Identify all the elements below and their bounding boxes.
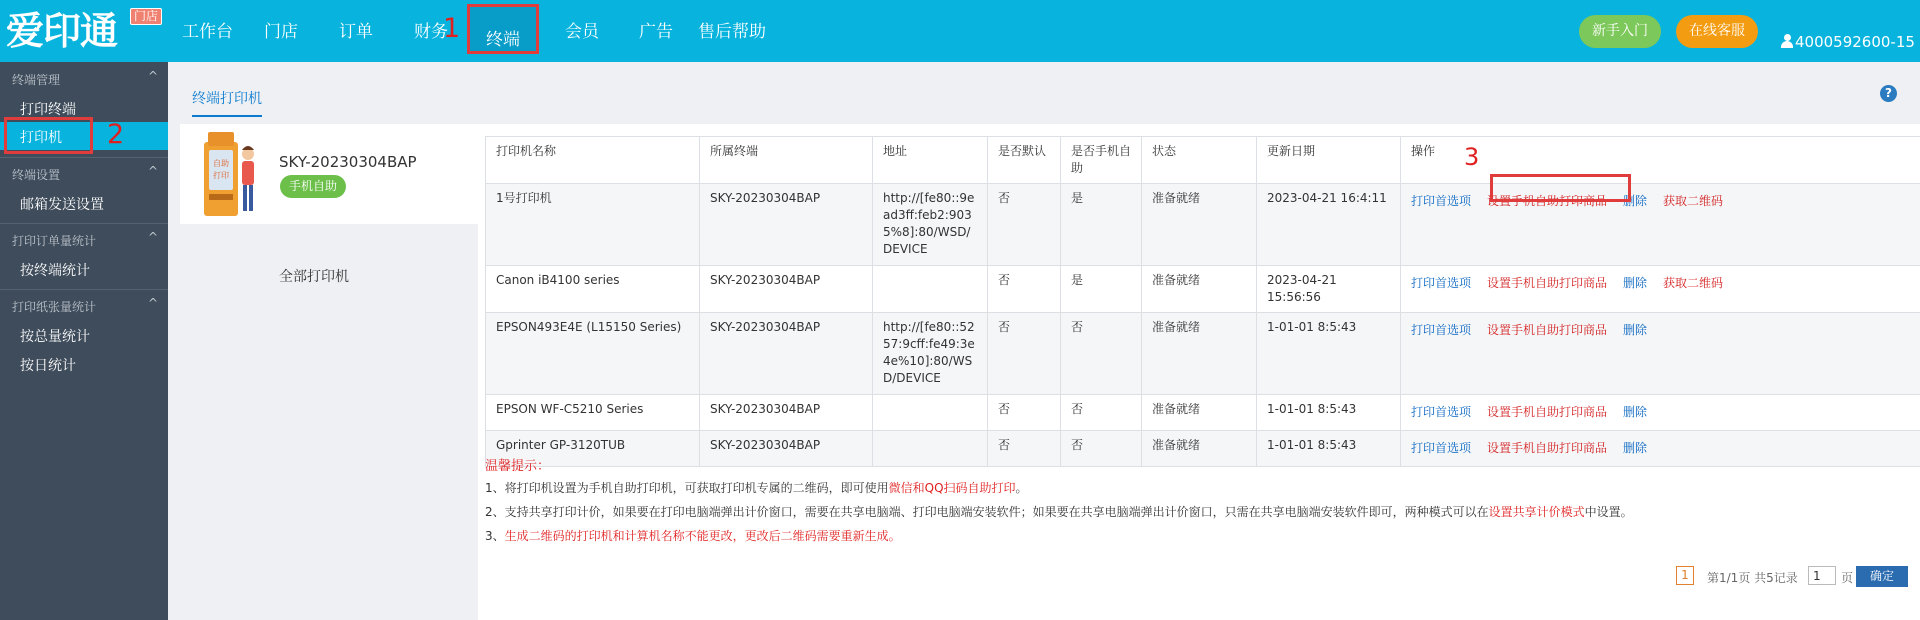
sidebar-group-paper-stats[interactable]: 打印纸张量统计 <box>12 300 97 314</box>
print-preferences-link[interactable]: 打印首选项 <box>1411 276 1472 290</box>
printer-status: 准备就绪 <box>1142 184 1257 266</box>
printer-default: 否 <box>988 395 1061 431</box>
nav-help[interactable]: 售后帮助 <box>698 22 766 42</box>
tips-title: 温馨提示： <box>485 459 551 474</box>
tip-1-highlight: 微信和QQ扫码自助打印 <box>888 481 1016 495</box>
annotation-step-3: 3 <box>1464 143 1480 171</box>
set-mobile-products-link[interactable]: 设置手机自助打印商品 <box>1487 323 1608 337</box>
printer-address: http://[fe80::9ead3ff:feb2:9035%8]:80/WSD/DEVICE <box>873 184 988 266</box>
table-row <box>486 395 1920 431</box>
user-icon <box>1781 34 1793 48</box>
sidebar-item-print-terminal[interactable]: 打印终端 <box>20 102 76 118</box>
print-preferences-link[interactable]: 打印首选项 <box>1411 441 1472 455</box>
printer-updated: 1-01-01 8:5:43 <box>1257 313 1401 395</box>
tip-1-text: 1、将打印机设置为手机自助打印机，可获取打印机专属的二维码，即可使用 <box>485 481 889 495</box>
all-printers-link[interactable]: 全部打印机 <box>279 269 349 285</box>
set-mobile-products-link[interactable]: 设置手机自助打印商品 <box>1487 441 1608 455</box>
terminal-name: SKY-20230304BAP <box>279 153 417 171</box>
logo[interactable]: 爱印通 <box>6 9 118 53</box>
table-row <box>486 313 1920 395</box>
printer-address <box>873 395 988 431</box>
print-preferences-link[interactable]: 打印首选项 <box>1411 194 1472 208</box>
printer-name: EPSON WF-C5210 Series <box>486 395 700 431</box>
kiosk-label-2: 打印 <box>213 171 229 180</box>
chevron-up-icon[interactable]: ^ <box>148 69 159 83</box>
get-qrcode-link[interactable]: 获取二维码 <box>1663 194 1724 208</box>
nav-workbench[interactable]: 工作台 <box>182 22 233 42</box>
printer-updated: 1-01-01 8:5:43 <box>1257 431 1401 467</box>
help-icon[interactable]: ? <box>1880 85 1897 102</box>
printer-actions <box>1401 431 1920 467</box>
sidebar-item-stats-by-terminal[interactable]: 按终端统计 <box>20 263 90 279</box>
tip-1-end: 。 <box>1015 481 1028 495</box>
annotation-box-set-mobile-products <box>1490 174 1631 202</box>
printer-default: 否 <box>988 184 1061 266</box>
printer-actions <box>1401 395 1920 431</box>
tip-3-num: 3、 <box>485 529 505 543</box>
col-status: 状态 <box>1142 137 1257 184</box>
printer-mobile: 是 <box>1061 266 1142 313</box>
printer-status: 准备就绪 <box>1142 266 1257 313</box>
nav-ads[interactable]: 广告 <box>639 22 673 42</box>
printer-name: EPSON493E4E (L15150 Series) <box>486 313 700 395</box>
tip-1 <box>485 479 1028 496</box>
printer-name: 1号打印机 <box>486 184 700 266</box>
nav-finance[interactable]: 财务 <box>414 22 448 42</box>
printer-default: 否 <box>988 431 1061 467</box>
tip-2-end: 中设置。 <box>1584 505 1633 519</box>
printer-mobile: 否 <box>1061 431 1142 467</box>
printer-default: 否 <box>988 313 1061 395</box>
shared-pricing-mode-link[interactable]: 设置共享计价模式 <box>1488 505 1585 519</box>
table-header-row <box>486 137 1920 184</box>
store-badge: 门店 <box>130 8 162 25</box>
pager-unit: 页 <box>1841 571 1854 585</box>
printer-table <box>485 136 1920 467</box>
printer-actions <box>1401 313 1920 395</box>
pager-current-page[interactable]: 1 <box>1676 566 1694 585</box>
sidebar <box>0 62 168 620</box>
pager-page-input[interactable] <box>1808 566 1836 585</box>
newbie-guide-button[interactable]: 新手入门 <box>1579 15 1661 48</box>
get-qrcode-link[interactable]: 获取二维码 <box>1663 276 1724 290</box>
divider <box>0 223 168 224</box>
printer-terminal: SKY-20230304BAP <box>700 431 873 467</box>
divider <box>0 289 168 290</box>
set-mobile-products-link[interactable]: 设置手机自助打印商品 <box>1487 405 1608 419</box>
print-preferences-link[interactable]: 打印首选项 <box>1411 405 1472 419</box>
col-printer-name: 打印机名称 <box>486 137 700 184</box>
printer-terminal: SKY-20230304BAP <box>700 266 873 313</box>
printer-mobile: 否 <box>1061 395 1142 431</box>
table-row <box>486 184 1920 266</box>
delete-link[interactable]: 删除 <box>1623 276 1648 290</box>
sidebar-item-email-settings[interactable]: 邮箱发送设置 <box>20 197 104 213</box>
printer-terminal: SKY-20230304BAP <box>700 395 873 431</box>
printer-status: 准备就绪 <box>1142 395 1257 431</box>
divider <box>0 157 168 158</box>
tab-terminal-printers[interactable]: 终端打印机 <box>192 88 262 117</box>
print-preferences-link[interactable]: 打印首选项 <box>1411 323 1472 337</box>
printer-updated: 2023-04-21 16:4:11 <box>1257 184 1401 266</box>
sidebar-item-printer-label: 打印机 <box>20 130 62 146</box>
col-mobile-self: 是否手机自助 <box>1061 137 1142 184</box>
tip-3-text: 生成二维码的打印机和计算机名称不能更改，更改后二维码需要重新生成。 <box>504 529 901 543</box>
col-default: 是否默认 <box>988 137 1061 184</box>
tip-3 <box>485 527 901 544</box>
col-address: 地址 <box>873 137 988 184</box>
pager-confirm-button[interactable]: 确定 <box>1856 566 1908 587</box>
online-service-button[interactable]: 在线客服 <box>1676 15 1758 48</box>
printer-status: 准备就绪 <box>1142 313 1257 395</box>
printer-default: 否 <box>988 266 1061 313</box>
tip-2 <box>485 503 1633 520</box>
printer-name: Gprinter GP-3120TUB <box>486 431 700 467</box>
printer-terminal: SKY-20230304BAP <box>700 184 873 266</box>
delete-link[interactable]: 删除 <box>1623 441 1648 455</box>
nav-terminal[interactable] <box>467 4 539 54</box>
printer-name: Canon iB4100 series <box>486 266 700 313</box>
delete-link[interactable]: 删除 <box>1623 405 1648 419</box>
annotation-box-printer <box>4 117 93 154</box>
printer-address: http://[fe80::5257:9cff:fe49:3e4e%10]:80/WSD/DEVICE <box>873 313 988 395</box>
printer-address <box>873 431 988 467</box>
printer-updated: 2023-04-21 15:56:56 <box>1257 266 1401 313</box>
printer-address <box>873 266 988 313</box>
set-mobile-products-link[interactable]: 设置手机自助打印商品 <box>1487 194 1608 208</box>
set-mobile-products-link[interactable]: 设置手机自助打印商品 <box>1487 276 1608 290</box>
printer-status: 准备就绪 <box>1142 431 1257 467</box>
printer-actions <box>1401 184 1920 266</box>
annotation-step-2: 2 <box>107 119 125 150</box>
col-terminal: 所属终端 <box>700 137 873 184</box>
top-navbar <box>0 0 1920 62</box>
printer-terminal: SKY-20230304BAP <box>700 313 873 395</box>
col-actions: 操作 <box>1401 137 1920 184</box>
sidebar-group-terminal-settings[interactable]: 终端设置 <box>12 168 61 182</box>
nav-members[interactable]: 会员 <box>565 22 599 42</box>
sidebar-item-stats-daily[interactable]: 按日统计 <box>20 358 76 374</box>
nav-terminal-label: 终端 <box>486 30 520 50</box>
user-account[interactable] <box>1781 33 1915 51</box>
kiosk-icon <box>200 128 260 220</box>
printer-actions <box>1401 266 1920 313</box>
chevron-up-icon[interactable]: ^ <box>148 296 159 310</box>
tip-2-text: 2、支持共享打印计价，如果要在打印电脑端弹出计价窗口，需要在共享电脑端、打印电脑端安装软件；如果要在共享电脑端弹出计价窗口，只需在共享电脑端安装软件即可，两种模式可以在 <box>485 505 1489 519</box>
printer-mobile: 否 <box>1061 313 1142 395</box>
sidebar-item-stats-total[interactable]: 按总量统计 <box>20 329 90 345</box>
mobile-self-service-badge: 手机自助 <box>280 175 346 198</box>
pager-info: 第1/1页 共5记录 <box>1707 571 1798 585</box>
annotation-step-1: 1 <box>443 13 461 44</box>
sidebar-group-terminal-management[interactable]: 终端管理 <box>12 73 61 87</box>
printer-updated: 1-01-01 8:5:43 <box>1257 395 1401 431</box>
chevron-up-icon[interactable]: ^ <box>148 230 159 244</box>
user-id: 4000592600-15 <box>1795 33 1915 51</box>
table-row <box>486 266 1920 313</box>
col-updated: 更新日期 <box>1257 137 1401 184</box>
sidebar-group-order-stats[interactable]: 打印订单量统计 <box>12 234 97 248</box>
nav-store[interactable]: 门店 <box>264 22 298 42</box>
delete-link[interactable]: 删除 <box>1623 194 1648 208</box>
printer-mobile: 是 <box>1061 184 1142 266</box>
nav-orders[interactable]: 订单 <box>339 22 373 42</box>
chevron-up-icon[interactable]: ^ <box>148 164 159 178</box>
kiosk-label-1: 自助 <box>213 159 229 168</box>
table-row <box>486 431 1920 467</box>
delete-link[interactable]: 删除 <box>1623 323 1648 337</box>
